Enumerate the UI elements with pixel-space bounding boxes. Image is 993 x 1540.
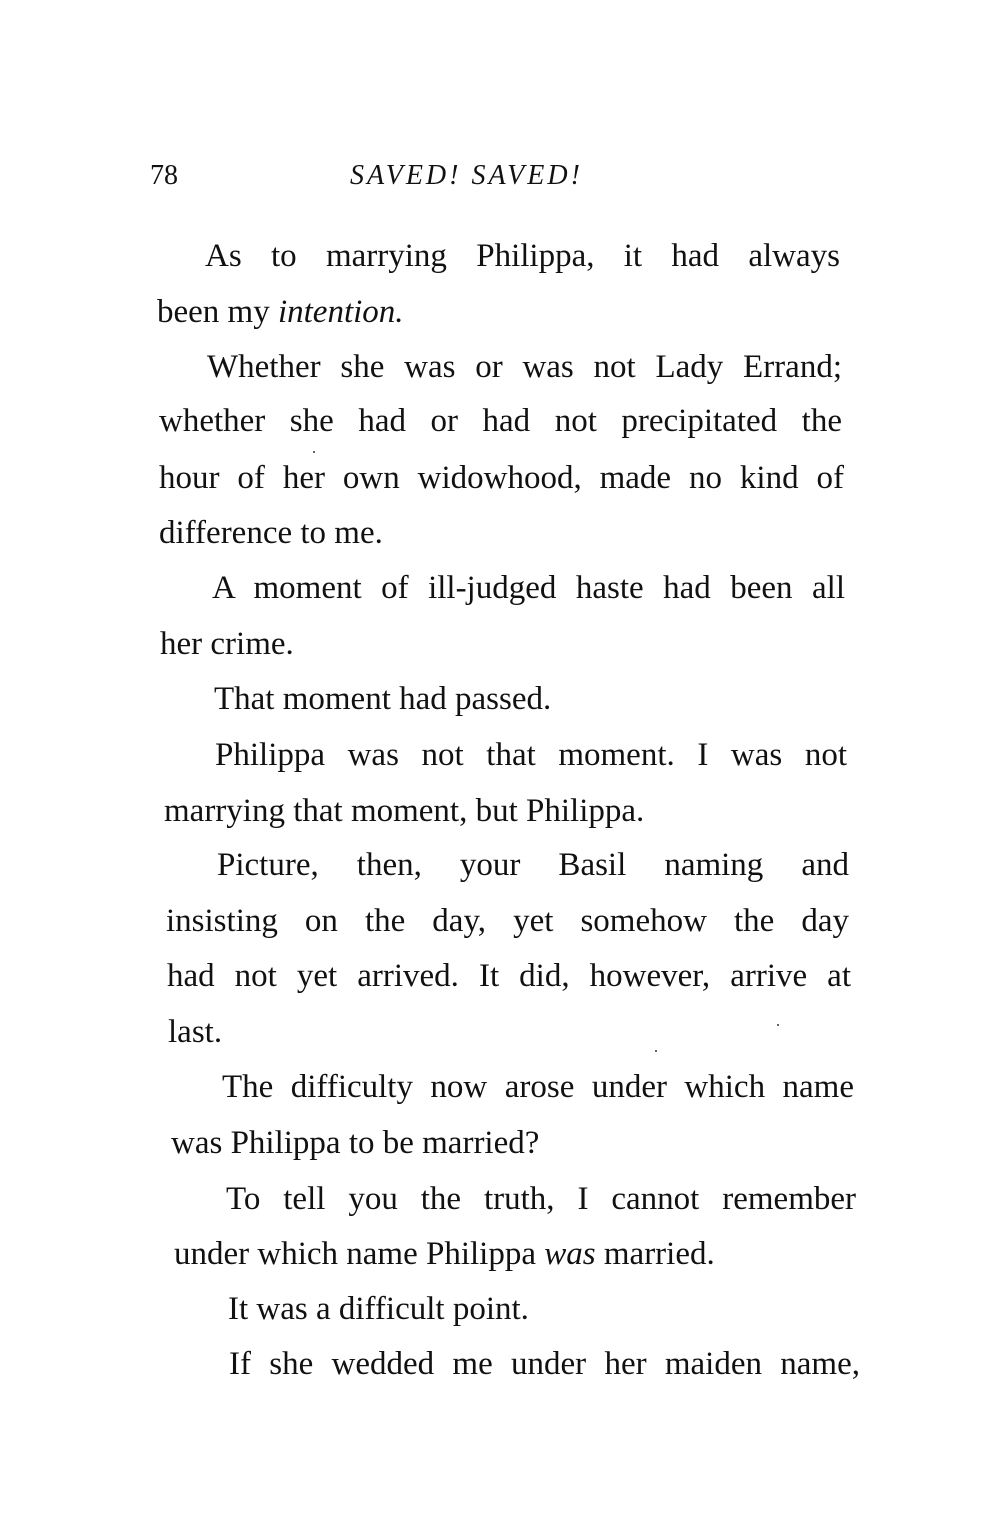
text-line-21: If she wedded me under her maiden name, xyxy=(229,1346,860,1382)
text-line-18: To tell you the truth, I cannot remember xyxy=(226,1181,856,1217)
text-line-5: hour of her own widowhood, made no kind of xyxy=(159,460,844,496)
text-line-8: her crime. xyxy=(160,626,294,662)
text-line-14: had not yet arrived. It did, however, arrive at xyxy=(167,958,851,994)
scan-speck xyxy=(777,1024,779,1026)
text-line-1: As to marrying Philippa, it had always xyxy=(205,238,840,274)
text-line-7: A moment of ill-judged haste had been all xyxy=(212,570,845,606)
text-line-13: insisting on the day, yet somehow the day xyxy=(166,903,849,939)
text-line-4: whether she had or had not precipitated the xyxy=(159,403,842,439)
text-line-2: been my intention. xyxy=(157,294,404,330)
scan-speck xyxy=(313,451,315,453)
text-line-9: That moment had passed. xyxy=(214,681,552,717)
text-line-19: under which name Philippa was married. xyxy=(174,1236,715,1272)
text-line-12: Picture, then, your Basil naming and xyxy=(217,847,849,883)
scan-speck xyxy=(655,1050,657,1052)
page-header xyxy=(150,160,850,200)
text-line-20: It was a difficult point. xyxy=(228,1291,529,1327)
emphasis-intention: intention. xyxy=(277,294,404,330)
text-line-10: Philippa was not that moment. I was not xyxy=(215,737,847,773)
text-line-16: The difficulty now arose under which name xyxy=(222,1069,854,1105)
page-number: 78 xyxy=(150,160,178,191)
text-line-15: last. xyxy=(168,1014,223,1050)
text-line-3: Whether she was or was not Lady Errand; xyxy=(207,349,842,385)
text-line-6: difference to me. xyxy=(159,515,383,551)
text-line-17: was Philippa to be married? xyxy=(171,1125,540,1161)
text-line-11: marrying that moment, but Philippa. xyxy=(164,793,645,829)
running-head: SAVED! SAVED! xyxy=(350,160,583,191)
emphasis-was: was xyxy=(544,1236,596,1272)
